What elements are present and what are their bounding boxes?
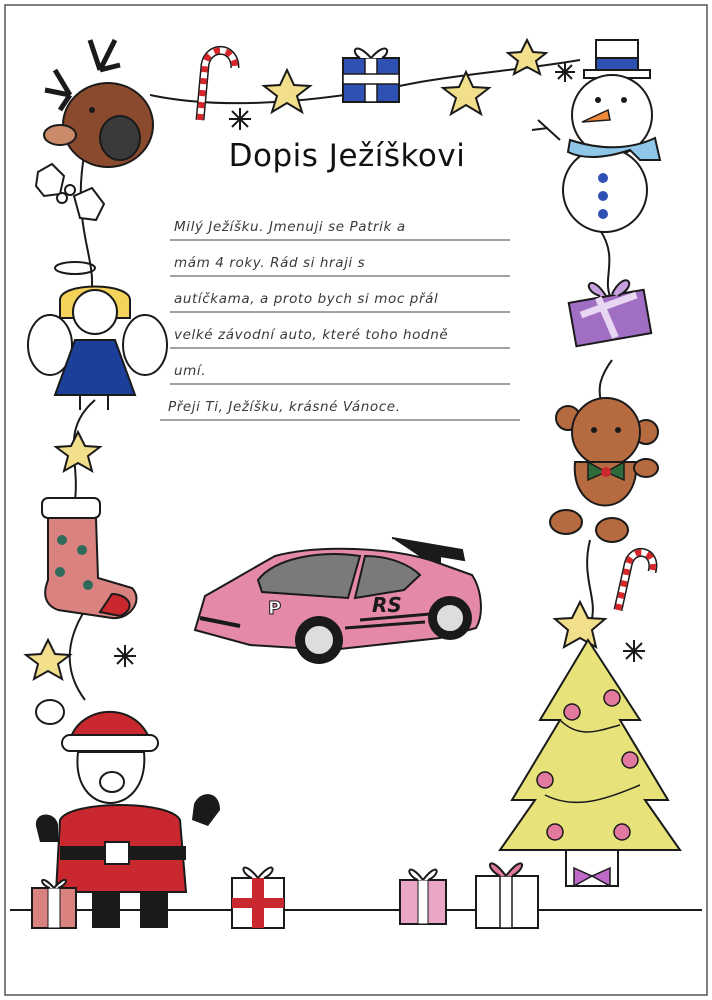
letter-line-1: Milý Ježíšku. Jmenuji se Patrik a xyxy=(174,219,406,235)
snowflake-icon xyxy=(229,108,251,130)
snowflake-icon xyxy=(623,640,645,662)
letter-title: Dopis Ježíškovi xyxy=(228,138,466,174)
letter-closing-line: Přeji Ti, Ježíšku, krásné Vánoce. xyxy=(168,399,401,415)
letter-line-4: velké závodní auto, které toho hodně xyxy=(174,327,449,343)
snowflake-icon xyxy=(114,645,136,667)
car-hood-letter: P xyxy=(268,598,282,619)
car-door-text: RS xyxy=(372,593,402,617)
snowflake-icon xyxy=(555,62,575,82)
gift-icon xyxy=(32,880,76,928)
letter-line-3: autíčkama, a proto bych si moc přál xyxy=(174,291,439,307)
letter-line-5: umí. xyxy=(174,363,207,379)
letter-line-2: mám 4 roky. Rád si hraji s xyxy=(174,255,366,271)
